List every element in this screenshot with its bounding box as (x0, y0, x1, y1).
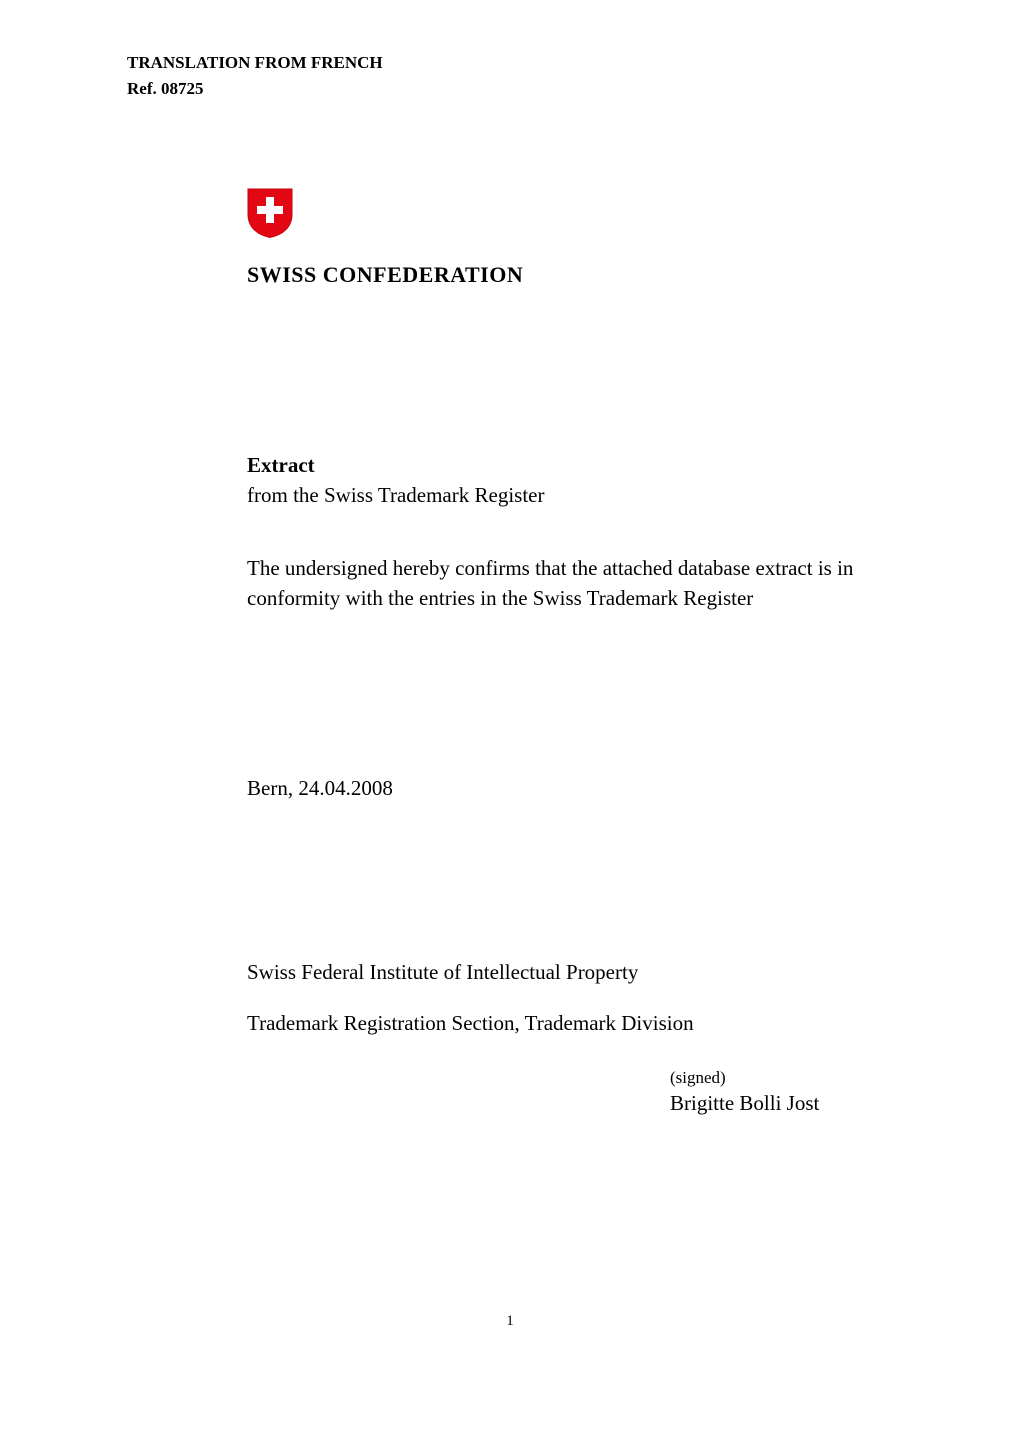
signatory-name: Brigitte Bolli Jost (670, 1091, 820, 1115)
swiss-shield-svg (247, 188, 293, 238)
section-name: Trademark Registration Section, Trademark Division (247, 1011, 694, 1035)
place-date-line: Bern, 24.04.2008 (247, 776, 393, 800)
translation-header-line: TRANSLATION FROM FRENCH (127, 53, 383, 72)
reference-number: Ref. 08725 (127, 79, 204, 98)
confederation-title: SWISS CONFEDERATION (247, 262, 524, 287)
extract-subheading: from the Swiss Trademark Register (247, 483, 545, 507)
institute-name: Swiss Federal Institute of Intellectual Property (247, 960, 639, 984)
signed-label: (signed) (670, 1068, 726, 1087)
page-number: 1 (506, 1313, 514, 1329)
extract-heading: Extract (247, 453, 315, 477)
translation-header (127, 50, 383, 102)
swiss-coat-of-arms-icon (247, 188, 293, 238)
confirmation-paragraph: The undersigned hereby confirms that the attached database extract is in conformity with the entries in the Swiss Trademark Register (247, 556, 854, 610)
